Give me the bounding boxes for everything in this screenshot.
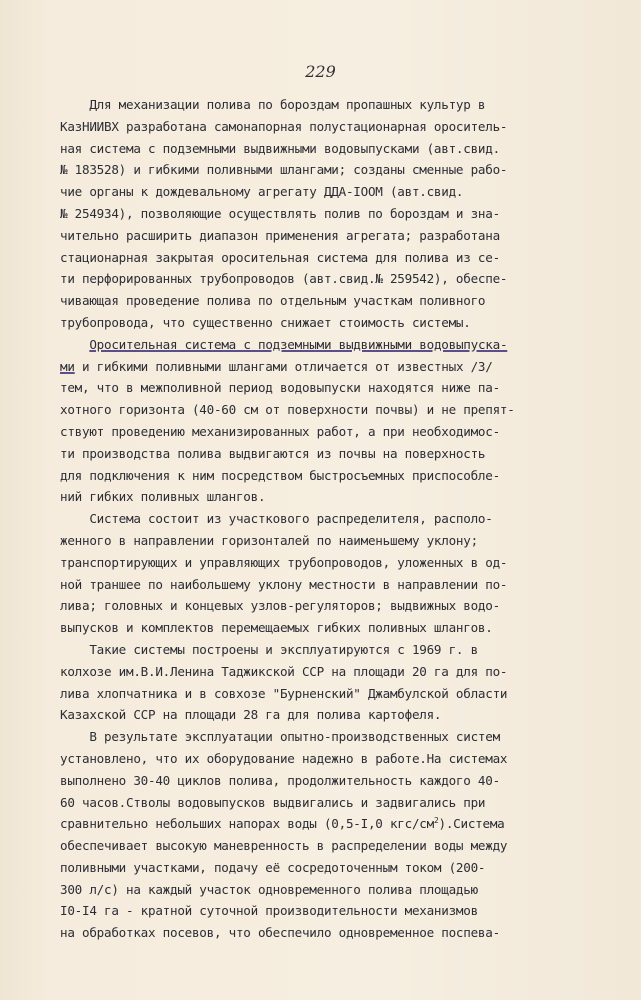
text-line: № 254934), позволяющие осуществлять полив по бороздам и зна- — [60, 205, 500, 221]
text-line: установлено, что их оборудование надежно в работе.На системах — [60, 750, 508, 766]
text-line: ствуют проведению механизированных работ, а при необходимос- — [60, 423, 500, 439]
text-line: Такие системы построены и эксплуатируются с 1969 г. в — [60, 641, 478, 657]
text-line: ная система с подземными выдвижными водовыпусками (авт.свид. — [60, 140, 500, 156]
text-fragment: и гибкими поливными шлангами отличается от известных /3/ — [74, 358, 493, 374]
text-line: обеспечивает высокую маневренность в распределении воды между — [60, 838, 508, 854]
page-number: 229 — [305, 62, 336, 81]
text-line: Для механизации полива по бороздам пропашных культур в — [60, 97, 486, 112]
text-line: тем, что в межполивной период водовыпуски находятся ниже па- — [60, 380, 500, 396]
text-line: поливными участками, подачу её сосредоточенным током (200- — [60, 859, 486, 875]
underlined-phrase-end: ми — [60, 358, 75, 374]
text-line: лива хлопчатника и в совхозе "Бурненский" Джамбулской области — [60, 685, 508, 701]
text-line: выпусков и комплектов перемещаемых гибких поливных шлангов. — [60, 620, 493, 636]
text-line: трубопровода, что существенно снижает стоимость системы. — [60, 314, 471, 330]
text-line: 60 часов.Стволы водовыпусков выдвигались и задвигались при — [60, 794, 486, 810]
text-line-underlined — [60, 356, 580, 378]
text-line: ной траншее по наибольшему уклону местности в направлении по- — [60, 576, 508, 592]
body-text — [60, 94, 580, 944]
text-line: чие органы к дождевальному агрегату ДДА-IOOM (авт.свид. — [60, 184, 464, 200]
superscript: 2 — [433, 816, 439, 826]
text-line: женного в направлении горизонталей по наименьшему уклону; — [60, 532, 478, 548]
text-line: чительно расширить диапазон применения агрегата; разработана — [60, 227, 500, 243]
text-line: КазНИИВХ разработана самонапорная полустационарная ороситель- — [60, 118, 508, 134]
text-line: лива; головных и концевых узлов-регуляторов; выдвижных водо- — [60, 598, 500, 614]
text-line: ний гибких поливных шлангов. — [60, 489, 266, 505]
text-line: выполнено 30-40 циклов полива, продолжительность каждого 40- — [60, 772, 500, 788]
text-line: для подключения к ним посредством быстросъемных приспособле- — [60, 467, 500, 483]
text-line: транспортирующих и управляющих трубопроводов, уложенных в од- — [60, 554, 508, 570]
text-line-underlined — [60, 334, 580, 356]
underlined-phrase: Оросительная система с подземными выдвижными водовыпуска- — [89, 336, 508, 352]
text-line: хотного горизонта (40-60 см от поверхности почвы) и не препят- — [60, 402, 515, 418]
text-line: I0-I4 га - кратной суточной производительности механизмов — [60, 903, 478, 919]
text-line: В результате эксплуатации опытно-производственных систем — [60, 729, 500, 745]
text-line: ти перфорированных трубопроводов (авт.свид.№ 259542), обеспе- — [60, 271, 508, 287]
text-line-with-superscript — [60, 813, 580, 835]
text-fragment: сравнительно небольших напорах воды (0,5-I,0 кгс/см — [60, 816, 434, 832]
text-fragment: ).Система — [438, 816, 505, 832]
text-line: № 183528) и гибкими поливными шлангами; созданы сменные рабо- — [60, 162, 508, 178]
text-line: стационарная закрытая оросительная система для полива из се- — [60, 249, 500, 265]
text-line: 300 л/с) на каждый участок одновременного полива площадью — [60, 881, 478, 897]
text-line: ти производства полива выдвигаются из почвы на поверхность — [60, 445, 486, 461]
text-line: Система состоит из участкового распределителя, располо- — [60, 511, 493, 527]
text-line: колхозе им.В.И.Ленина Таджикской ССР на площади 20 га для по- — [60, 663, 508, 679]
text-line: чивающая проведение полива по отдельным участкам поливного — [60, 293, 486, 309]
text-line: Казахской ССР на площади 28 га для полива картофеля. — [60, 707, 442, 723]
text-line: на обработках посевов, что обеспечило одновременное поспева- — [60, 925, 500, 941]
